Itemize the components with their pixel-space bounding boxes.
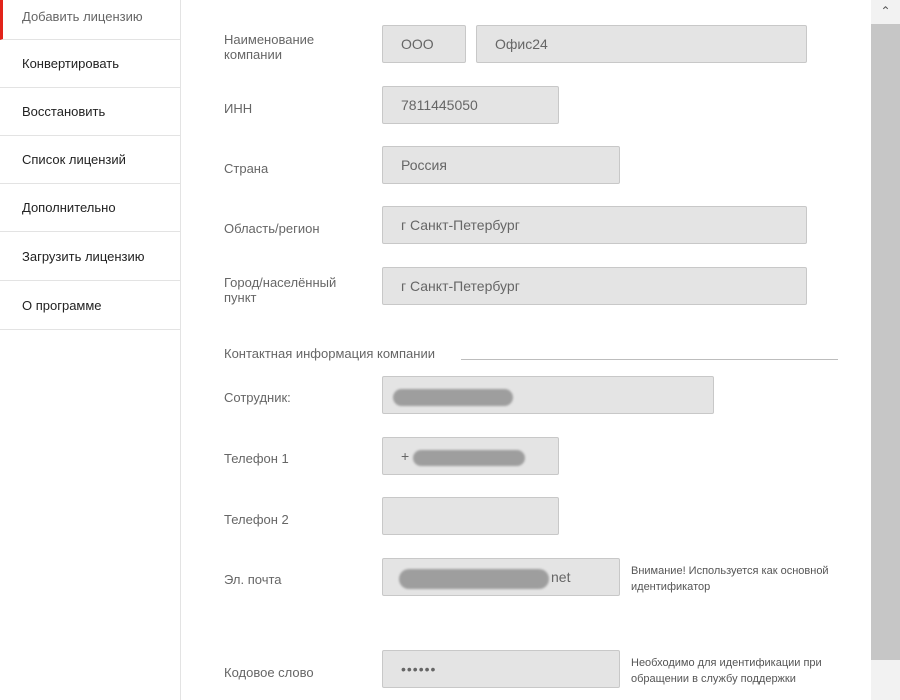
company-name-label: Наименование компании: [224, 32, 315, 62]
chevron-up-icon[interactable]: ⌃: [880, 4, 891, 18]
redacted-text: [399, 569, 549, 589]
company-name-field[interactable]: Офис24: [476, 25, 807, 63]
phone1-value: +: [401, 448, 410, 464]
email-field[interactable]: [382, 558, 620, 596]
inn-label: ИНН: [224, 101, 253, 116]
sidebar-item-add-license[interactable]: Добавить лицензию: [0, 0, 180, 40]
country-field[interactable]: Россия: [382, 146, 620, 184]
region-field[interactable]: г Санкт-Петербург: [382, 206, 807, 244]
phone1-field[interactable]: [382, 437, 559, 475]
city-label: Город/населённый пункт: [224, 275, 337, 305]
email-note: Внимание! Используется как основной идентификатор: [631, 565, 829, 593]
sidebar-item-about[interactable]: О программе: [0, 282, 180, 330]
country-label: Страна: [224, 161, 269, 176]
scrollbar-thumb[interactable]: [871, 24, 900, 660]
contact-section-title: Контактная информация компании: [224, 346, 435, 361]
phone1-label: Телефон 1: [224, 451, 289, 466]
region-label: Область/регион: [224, 221, 320, 236]
codeword-field[interactable]: ••••••: [382, 650, 620, 688]
redacted-text: [413, 450, 525, 466]
email-value: net: [551, 569, 571, 585]
sidebar-item-convert[interactable]: Конвертировать: [0, 40, 180, 88]
redacted-text: [393, 389, 513, 406]
sidebar: [0, 0, 181, 700]
sidebar-item-license-list[interactable]: Список лицензий: [0, 136, 180, 184]
phone2-label: Телефон 2: [224, 512, 289, 527]
city-field[interactable]: г Санкт-Петербург: [382, 267, 807, 305]
inn-field[interactable]: 7811445050: [382, 86, 559, 124]
section-divider: [461, 359, 838, 360]
employee-field[interactable]: [382, 376, 714, 414]
sidebar-item-restore[interactable]: Восстановить: [0, 88, 180, 136]
email-label: Эл. почта: [224, 572, 282, 587]
company-type-field[interactable]: ООО: [382, 25, 466, 63]
codeword-label: Кодовое слово: [224, 665, 314, 680]
sidebar-item-upload-license[interactable]: Загрузить лицензию: [0, 233, 180, 281]
employee-label: Сотрудник:: [224, 390, 291, 405]
phone2-field[interactable]: [382, 497, 559, 535]
sidebar-item-advanced[interactable]: Дополнительно: [0, 184, 180, 232]
codeword-note: Необходимо для идентификации при обращении в службу поддержки: [631, 657, 822, 685]
